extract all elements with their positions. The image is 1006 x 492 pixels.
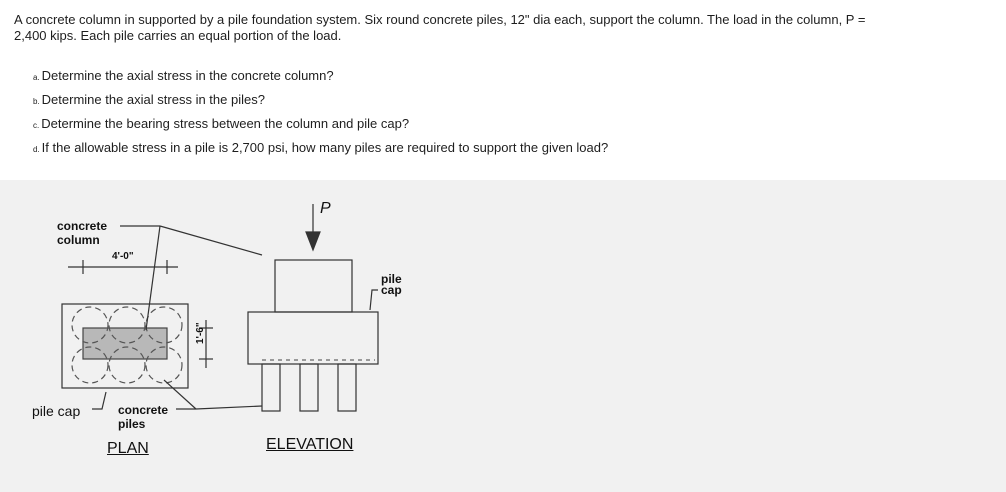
problem-statement <box>14 12 974 44</box>
pile-cap-right-label: pile cap <box>381 272 402 297</box>
question-marker: c. <box>33 121 40 130</box>
foundation-drawing <box>0 180 1006 492</box>
pile-cap-right-leader <box>370 290 378 310</box>
pile-cap-label: pile cap <box>32 403 81 419</box>
piles-leader <box>196 406 262 409</box>
question-text: Determine the bearing stress between the column and pile cap? <box>41 116 410 131</box>
elevation-column <box>275 260 352 312</box>
column-leader <box>146 226 160 330</box>
elevation-pile <box>262 364 280 411</box>
question-marker: a. <box>33 73 40 82</box>
question-a <box>33 68 608 92</box>
plan-label: PLAN <box>107 440 149 457</box>
elevation-label: ELEVATION <box>266 436 354 453</box>
question-marker: d. <box>33 145 40 154</box>
width-dimension-label: 4'-0" <box>112 251 134 262</box>
question-d <box>33 140 608 164</box>
elevation-pile <box>300 364 318 411</box>
question-list <box>33 68 608 164</box>
pile-cap-leader <box>92 392 106 409</box>
load-label: P <box>320 200 331 217</box>
elevation-pile-cap <box>248 312 378 364</box>
question-text: Determine the axial stress in the concrete column? <box>41 68 334 83</box>
plan-column <box>83 328 167 359</box>
elevation-pile <box>338 364 356 411</box>
column-leader <box>160 226 262 255</box>
question-text: If the allowable stress in a pile is 2,700 psi, how many piles are required to support the given load? <box>41 140 609 155</box>
concrete-column-label: concrete column <box>57 219 108 247</box>
problem-line-1: A concrete column in supported by a pile foundation system. Six round concrete piles, 12" dia each, support the column. The load in the column, P = <box>14 12 866 27</box>
piles-leader <box>164 380 196 409</box>
elevation-piles <box>262 364 356 411</box>
problem-line-2: 2,400 kips. Each pile carries an equal portion of the load. <box>14 28 342 43</box>
load-arrow-head <box>306 232 320 250</box>
question-b <box>33 92 608 116</box>
concrete-piles-label: concrete piles <box>118 403 169 431</box>
question-text: Determine the axial stress in the piles? <box>41 92 265 107</box>
question-c <box>33 116 608 140</box>
question-marker: b. <box>33 97 40 106</box>
height-dimension-label: 1'-6" <box>195 322 206 344</box>
foundation-figure <box>0 180 1006 492</box>
